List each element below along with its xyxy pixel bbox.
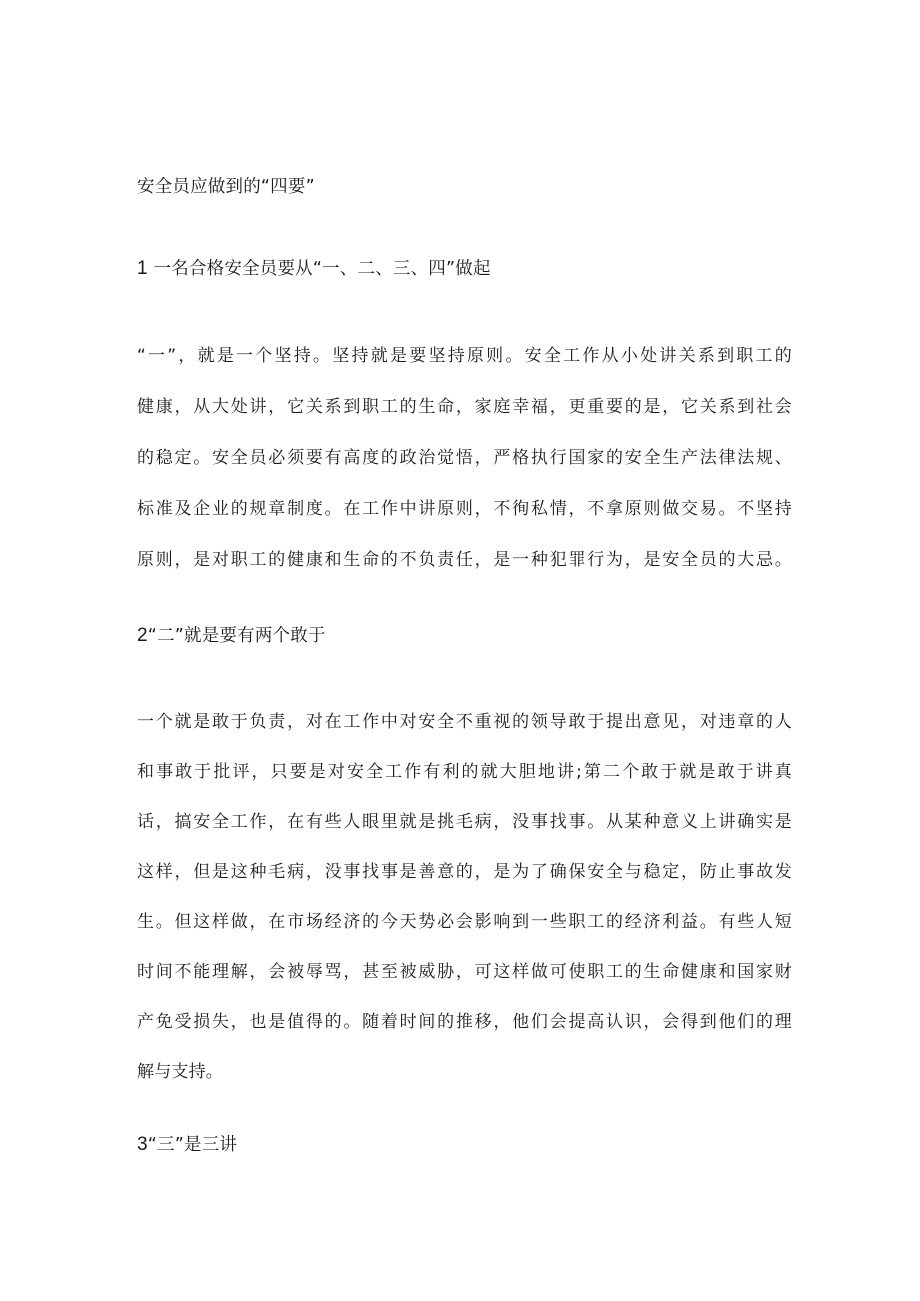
paragraph-2-line: 生。但这样做，在市场经济的今天势必会影响到一些职工的经济利益。有些人短 [137, 912, 792, 932]
document-title: 安全员应做到的“四要” [137, 177, 315, 197]
section-2-heading [137, 625, 326, 647]
section-1-heading-text: 一名合格安全员要从“一、二、三、四”做起 [153, 259, 491, 279]
section-3-heading [137, 1134, 237, 1156]
section-3-heading-text: “三”是三讲 [147, 1135, 238, 1155]
paragraph-1-line: 标准及企业的规章制度。在工作中讲原则，不徇私情，不拿原则做交易。不坚持 [137, 499, 792, 519]
paragraph-2-line: 和事敢于批评，只要是对安全工作有利的就大胆地讲;第二个敢于就是敢于讲真 [137, 762, 792, 782]
section-3-number: 3 [137, 1134, 148, 1155]
paragraph-2-line: 产免受损失，也是值得的。随着时间的推移，他们会提高认识，会得到他们的理 [137, 1012, 792, 1032]
paragraph-2-line: 这样，但是这种毛病，没事找事是善意的，是为了确保安全与稳定，防止事故发 [137, 862, 792, 882]
section-1-number: 1 [137, 258, 148, 279]
paragraph-2-line: 话，搞安全工作，在有些人眼里就是挑毛病，没事找事。从某种意义上讲确实是 [137, 812, 792, 832]
paragraph-1-line: “一”，就是一个坚持。坚持就是要坚持原则。安全工作从小处讲关系到职工的 [137, 346, 792, 366]
section-1-heading [137, 258, 491, 280]
paragraph-1-line: 的稳定。安全员必须要有高度的政治觉悟，严格执行国家的安全生产法律法规、 [137, 448, 792, 468]
paragraph-1-line: 健康，从大处讲，它关系到职工的生命，家庭幸福，更重要的是，它关系到社会 [137, 397, 792, 417]
section-2-number: 2 [137, 625, 148, 646]
paragraph-1-line: 原则，是对职工的健康和生命的不负责任，是一种犯罪行为，是安全员的大忌。 [137, 550, 792, 570]
section-2-heading-text: “二”就是要有两个敢于 [147, 626, 326, 646]
paragraph-2-line: 一个就是敢于负责，对在工作中对安全不重视的领导敢于提出意见，对违章的人 [137, 712, 792, 732]
paragraph-2-line: 解与支持。 [137, 1062, 223, 1082]
paragraph-2-line: 时间不能理解，会被辱骂，甚至被威胁，可这样做可使职工的生命健康和国家财 [137, 962, 792, 982]
